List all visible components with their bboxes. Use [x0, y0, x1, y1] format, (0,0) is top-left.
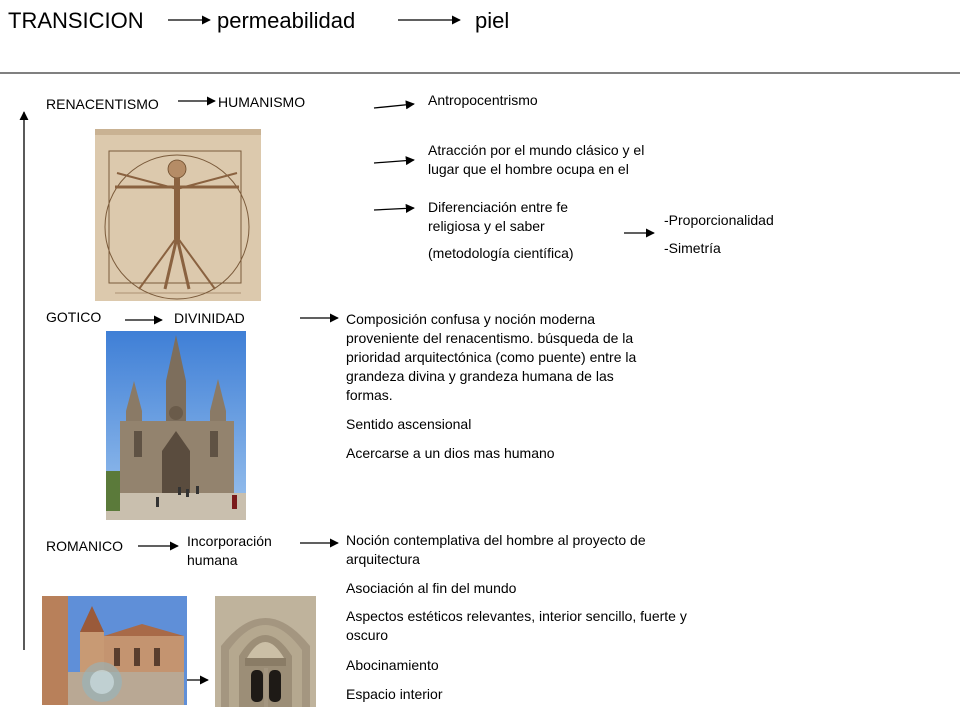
point-diferenciacion: Diferenciación entre fe religiosa y el saber (metodología científica) — [428, 199, 574, 261]
concept-incorporacion-humana: Incorporación humana — [187, 533, 272, 568]
gotico-description: Composición confusa y noción moderna proveniente del renacentismo. búsqueda de la prioridad arquitectónica (como puente) entre la grandeza divina y grandeza humana de las formas. — [346, 311, 637, 403]
point-atraccion: Atracción por el mundo clásico y el lugar que el hombre ocupa en el — [428, 142, 645, 177]
point-antropocentrismo: Antropocentrismo — [428, 92, 538, 108]
romanesque-church-image — [42, 596, 187, 705]
title-transicion: TRANSICION — [8, 8, 144, 33]
point-aspectos-esteticos: Aspectos estéticos relevantes, interior sencillo, fuerte y oscuro — [346, 608, 687, 643]
point-espacio-interior: Espacio interior — [346, 686, 443, 702]
concept-divinidad: DIVINIDAD — [174, 310, 245, 326]
concept-humanismo: HUMANISMO — [218, 94, 306, 110]
sub-simetria: -Simetría — [664, 240, 721, 256]
title-permeabilidad: permeabilidad — [217, 8, 356, 33]
label-renacentismo: RENACENTISMO — [46, 96, 159, 112]
romanico-description: Noción contemplativa del hombre al proyecto de arquitectura — [346, 532, 646, 567]
point-acercarse: Acercarse a un dios mas humano — [346, 445, 555, 461]
sub-proporcionalidad: -Proporcionalidad — [664, 212, 774, 228]
gothic-cathedral-image — [106, 331, 246, 520]
romanesque-portal-image — [215, 596, 316, 707]
label-gotico: GOTICO — [46, 309, 102, 325]
title-piel: piel — [475, 8, 510, 33]
point-sentido-ascensional: Sentido ascensional — [346, 416, 472, 432]
point-fin-del-mundo: Asociación al fin del mundo — [346, 580, 517, 596]
point-abocinamiento: Abocinamiento — [346, 657, 439, 673]
vitruvian-man-image — [95, 129, 261, 301]
label-romanico: ROMANICO — [46, 538, 123, 554]
